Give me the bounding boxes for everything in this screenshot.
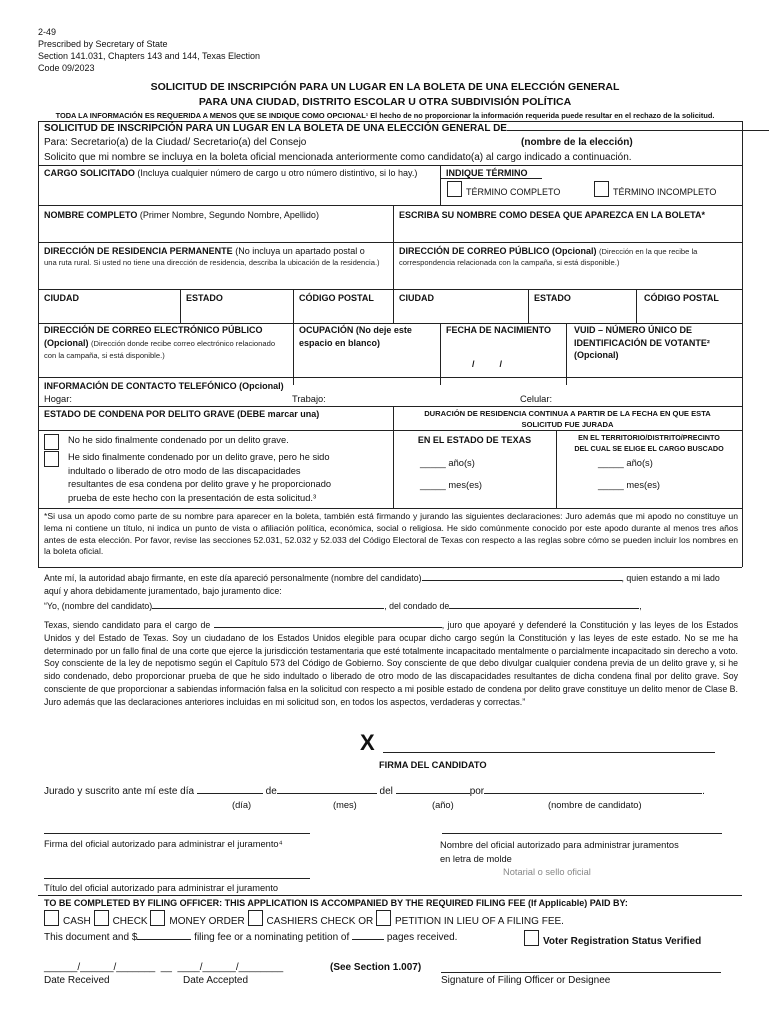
filing-officer-heading: TO BE COMPLETED BY FILING OFFICER: THIS APPLICATION IS ACCOMPANIED BY THE REQUIRED FILING FEE (If Applicable) PAID BY: — [44, 898, 628, 908]
cashiers-check-label: CASHIERS CHECK OR — [266, 916, 374, 927]
day-line[interactable] — [197, 793, 263, 794]
residence-hint: una ruta rural. Si usted no tiene una dirección de residencia, describa la ubicación de la residencia.) — [44, 257, 380, 267]
oath-name-line[interactable] — [152, 608, 384, 609]
residence-city-field[interactable]: CIUDAD — [44, 293, 79, 303]
notary-seal-label: Notarial o sello oficial — [503, 867, 591, 877]
row-divider — [38, 406, 742, 407]
date-received-label: Date Received — [44, 975, 110, 986]
vuid-field[interactable]: VUID – NÚMERO ÚNICO DE IDENTIFICACIÓN DE VOTANTE² (Opcional) — [574, 325, 710, 361]
form-title-line-2: PARA UNA CIUDAD, DISTRITO ESCOLAR U OTRA SUBDIVISIÓN POLÍTICA — [198, 96, 572, 108]
birthdate-label: FECHA DE NACIMIENTO — [446, 325, 552, 335]
col-divider — [293, 289, 294, 385]
application-heading: SOLICITUD DE INSCRIPCIÓN PARA UN LUGAR EN LA BOLETA DE UNA ELECCIÓN GENERAL DE — [44, 123, 769, 136]
row-divider — [38, 508, 742, 509]
petition-checkbox[interactable] — [376, 910, 391, 926]
row-divider — [38, 242, 742, 243]
term-label-underline — [440, 178, 542, 179]
voter-status-label: Voter Registration Status Verified — [543, 936, 702, 947]
box-top-border — [38, 121, 742, 122]
mailing-city-field[interactable]: CIUDAD — [399, 293, 434, 303]
box-right-border — [742, 121, 743, 567]
territory-years-field[interactable]: _____ año(s) — [598, 458, 653, 468]
col-divider — [440, 323, 441, 385]
election-name-label: (nombre de la elección) — [521, 137, 633, 148]
date-accepted-label: Date Accepted — [183, 975, 249, 986]
texas-years-field[interactable]: _____ año(s) — [420, 458, 475, 468]
candidate-by-line[interactable] — [484, 793, 702, 794]
mailing-hint: correspondencia relacionada con la campaña, si está disponible.) — [399, 257, 620, 267]
candidate-name-line[interactable] — [422, 580, 622, 581]
required-notice: TODA LA INFORMACIÓN ES REQUERIDA A MENOS QUE SE INDIQUE COMO OPCIONAL¹ El hecho de no proporcionar la información requerida puede resultar en el rechazo de la solicitud. — [55, 111, 715, 120]
official-name-line[interactable] — [442, 833, 722, 834]
occupation-field[interactable]: OCUPACIÓN (No deje este espacio en blanco) — [299, 325, 412, 348]
row-divider — [38, 165, 742, 166]
not-convicted-label: No he sido finalmente condenado por un delito grave. — [68, 435, 289, 445]
col-divider — [528, 289, 529, 323]
col-divider — [440, 165, 441, 205]
unexpired-term-option[interactable] — [594, 181, 716, 199]
oath-yo-line: “Yo, (nombre del candidato) , del condado de , — [44, 601, 642, 611]
money-order-checkbox[interactable] — [150, 910, 165, 926]
texas-months-field[interactable]: _____ mes(es) — [420, 480, 483, 490]
mailing-zip-field[interactable]: CÓDIGO POSTAL — [644, 293, 719, 303]
ballot-name-field[interactable]: ESCRIBA SU NOMBRE COMO DESEA QUE APAREZCA EN LA BOLETA* — [399, 210, 706, 220]
in-texas-label: EN EL ESTADO DE TEXAS — [417, 435, 532, 445]
residence-address-field[interactable]: DIRECCIÓN DE RESIDENCIA PERMANENTE (No incluya un apartado postal o una ruta rural. Si usted no tiene una dirección de residencia, describa la ubicación de la residencia.) — [44, 245, 389, 268]
nickname-footnote: *Si usa un apodo como parte de su nombre para aparecer en la boleta, también está firmando y jurando las siguientes declaraciones: Juro además que mi apodo no constituye un lema ni contiene un título, ni indica un punto de vista o afiliación política, económica, social o religiosa. He sido comúnmente conocido por este apodo durante al menos tres años antes de esta elección. Por favor, revise las secciones 52.031, 52.032 y 52.033 del Código Electoral de Texas con respecto a las reglas sobre cómo se pueden incluir los nombres en la boleta oficial. — [44, 511, 738, 557]
col-divider — [393, 205, 394, 323]
full-term-option[interactable] — [447, 181, 560, 199]
check-label: CHECK — [112, 916, 148, 927]
sworn-line: Jurado y suscrito ante mí este día de del por . — [44, 786, 705, 797]
candidate-signature-line[interactable] — [383, 752, 715, 753]
form-title-line-1: SOLICITUD DE INSCRIPCIÓN PARA UN LUGAR EN LA BOLETA DE UNA ELECCIÓN GENERAL — [150, 81, 620, 93]
month-line[interactable] — [277, 793, 377, 794]
term-label: INDIQUE TÉRMINO — [446, 168, 528, 178]
cash-label: CASH — [63, 916, 91, 927]
form-number: 2-49 — [38, 27, 57, 37]
col-divider — [636, 289, 637, 323]
not-convicted-option[interactable] — [44, 434, 63, 452]
home-phone-field[interactable]: Hogar: — [44, 394, 72, 404]
mailing-state-field[interactable]: ESTADO — [534, 293, 571, 303]
request-statement: Solicito que mi nombre se incluya en la boleta oficial mencionada anteriormente como candidato(a) al cargo indicado a continuación. — [44, 152, 632, 163]
row-divider — [38, 377, 742, 378]
official-name-label: Nombre del oficial autorizado para administrar juramentos en letra de molde — [440, 840, 679, 864]
petition-label: PETITION IN LIEU OF A FILING FEE. — [395, 916, 564, 927]
not-convicted-checkbox[interactable] — [44, 434, 59, 450]
filing-officer-signature-label: Signature of Filing Officer or Designee — [441, 975, 611, 986]
oath-body: Texas, siendo candidato para el cargo de , juro que apoyaré y defenderé la Constitución y las leyes de los Estados Unidos y del Estado de Texas. Soy un ciudadano de los Estados Unidos elegible para ocupar dicho cargo según la Constitución y las leyes de este estado. No se me ha determinado por un fallo final de una corte que ejerce la jurisdicción testamentaria que esté totalmente incapacitado mentalmente o parcialmente incapacitado sin derecho a voto. Soy consciente de la ley de nepotismo según el Capítulo 573 del Código de Gobierno. Soy consciente de que debo divulgar cualquier condena previa de un delito grave y, si he sido condenado, debo proporcionar prueba de que he sido indultado o liberado de otro modo de las discapacidades resultantes de dicha condena final por delito grave. Soy consciente de que proporcionar a sabiendas información falsa en la solicitud con respecto a mi posible estado de condena por delito grave constituye un delito menor de Clase B. Juro además que las declaraciones anteriores incluidas en mi solicitud son, en todos los aspectos, verdaderas y correctas.” — [44, 620, 738, 707]
birthdate-field[interactable]: / / — [472, 359, 503, 369]
voter-status-checkbox[interactable] — [524, 930, 539, 946]
full-term-checkbox[interactable] — [447, 181, 462, 197]
phone-heading: INFORMACIÓN DE CONTACTO TELEFÓNICO (Opcional) — [44, 381, 284, 391]
header-line-3: Code 09/2023 — [38, 63, 95, 73]
felony-status-heading: ESTADO DE CONDENA POR DELITO GRAVE (DEBE marcar una) — [44, 409, 320, 419]
cash-checkbox[interactable] — [44, 910, 59, 926]
signature-x-mark: X — [360, 730, 375, 755]
month-caption: (mes) — [333, 800, 357, 810]
convicted-pardoned-option[interactable] — [44, 451, 63, 469]
in-territory-label: EN EL TERRITORIO/DISTRITO/PRECINTO DEL CUAL SE ELIGE EL CARGO BUSCADO — [574, 433, 724, 453]
check-checkbox[interactable] — [94, 910, 109, 926]
row-divider — [38, 430, 742, 431]
official-title-label: Título del oficial autorizado para administrar el juramento — [44, 883, 279, 893]
oath-intro: Ante mí, la autoridad abajo firmante, en este día apareció personalmente (nombre del candidato) , quien estando a mi lado aquí y ahora debidamente juramentado, bajo juramento dice: — [44, 573, 720, 596]
form-header — [38, 26, 260, 74]
filing-section-top-border — [38, 895, 742, 896]
recipient-line: Para: Secretario(a) de la Ciudad/ Secretario(a) del Consejo — [44, 137, 307, 148]
day-caption: (día) — [232, 800, 252, 810]
header-line-2: Section 141.031, Chapters 143 and 144, Texas Election — [38, 51, 260, 61]
office-line[interactable] — [214, 627, 442, 628]
fee-amount-line[interactable] — [137, 939, 191, 940]
box-bottom-border — [38, 567, 742, 568]
unexpired-term-checkbox[interactable] — [594, 181, 609, 197]
section-reference: (See Section 1.007) — [330, 962, 422, 973]
year-caption: (año) — [432, 800, 454, 810]
convicted-pardoned-label: He sido finalmente condenado por un delito grave, pero he sido indultado o liberado de otro modo de las discapacidades resultantes de esa condena por delito grave y he proporcionado prueba de este hecho con la presentación de esta solicitud.³ — [68, 452, 332, 503]
money-order-label: MONEY ORDER — [169, 916, 245, 927]
year-line[interactable] — [396, 793, 470, 794]
cell-phone-field[interactable]: Celular: — [520, 394, 553, 404]
unexpired-term-label: TÉRMINO INCOMPLETO — [613, 187, 717, 197]
candidate-signature-label: FIRMA DEL CANDIDATO — [379, 760, 487, 770]
convicted-pardoned-checkbox[interactable] — [44, 451, 59, 467]
petition-pages-line[interactable] — [352, 939, 384, 940]
candidate-name-caption: (nombre de candidato) — [548, 800, 642, 810]
email-field[interactable]: DIRECCIÓN DE CORREO ELECTRÓNICO PÚBLICO (Opcional) (Dirección donde recibe correo electrónico relacionado con la campaña, si está disponible.) — [44, 325, 276, 361]
official-signature-line[interactable] — [44, 833, 310, 834]
voter-status-verified-option[interactable] — [524, 930, 701, 949]
documents-received-line: This document and $ filing fee or a nominating petition of pages received. — [44, 932, 458, 943]
residence-state-field[interactable]: ESTADO — [186, 293, 223, 303]
county-line[interactable] — [449, 608, 639, 609]
residence-zip-field[interactable]: CÓDIGO POSTAL — [299, 293, 374, 303]
territory-months-field[interactable]: _____ mes(es) — [598, 480, 661, 490]
work-phone-field[interactable]: Trabajo: — [292, 394, 326, 404]
header-line-1: Prescribed by Secretary of State — [38, 39, 168, 49]
full-name-field[interactable]: NOMBRE COMPLETO (Primer Nombre, Segundo Nombre, Apellido) — [44, 210, 319, 220]
office-sought-field[interactable]: CARGO SOLICITADO (Incluya cualquier número de cargo u otro número distintivo, si lo hay.) — [44, 168, 418, 178]
row-divider — [38, 205, 742, 206]
col-divider — [180, 289, 181, 323]
cashiers-check-checkbox[interactable] — [248, 910, 263, 926]
official-signature-label: Firma del oficial autorizado para administrar el juramento⁴ — [44, 839, 283, 849]
payment-options — [44, 910, 564, 929]
filing-officer-signature-line[interactable] — [441, 972, 721, 973]
residence-duration-heading: DURACIÓN DE RESIDENCIA CONTINUA A PARTIR DE LA FECHA EN QUE ESTA SOLICITUD FUE JURADA — [424, 409, 711, 429]
box-left-border — [38, 121, 39, 567]
official-title-line[interactable] — [44, 878, 310, 879]
mailing-address-field[interactable]: DIRECCIÓN DE CORREO PÚBLICO (Opcional) (Dirección en la que recibe la correspondencia relacionada con la campaña, si está disponible.) — [399, 245, 737, 268]
date-fields[interactable]: ______/______/_______ __ ____/______/________ — [44, 962, 284, 973]
full-term-label: TÉRMINO COMPLETO — [466, 187, 561, 197]
col-divider — [566, 323, 567, 385]
